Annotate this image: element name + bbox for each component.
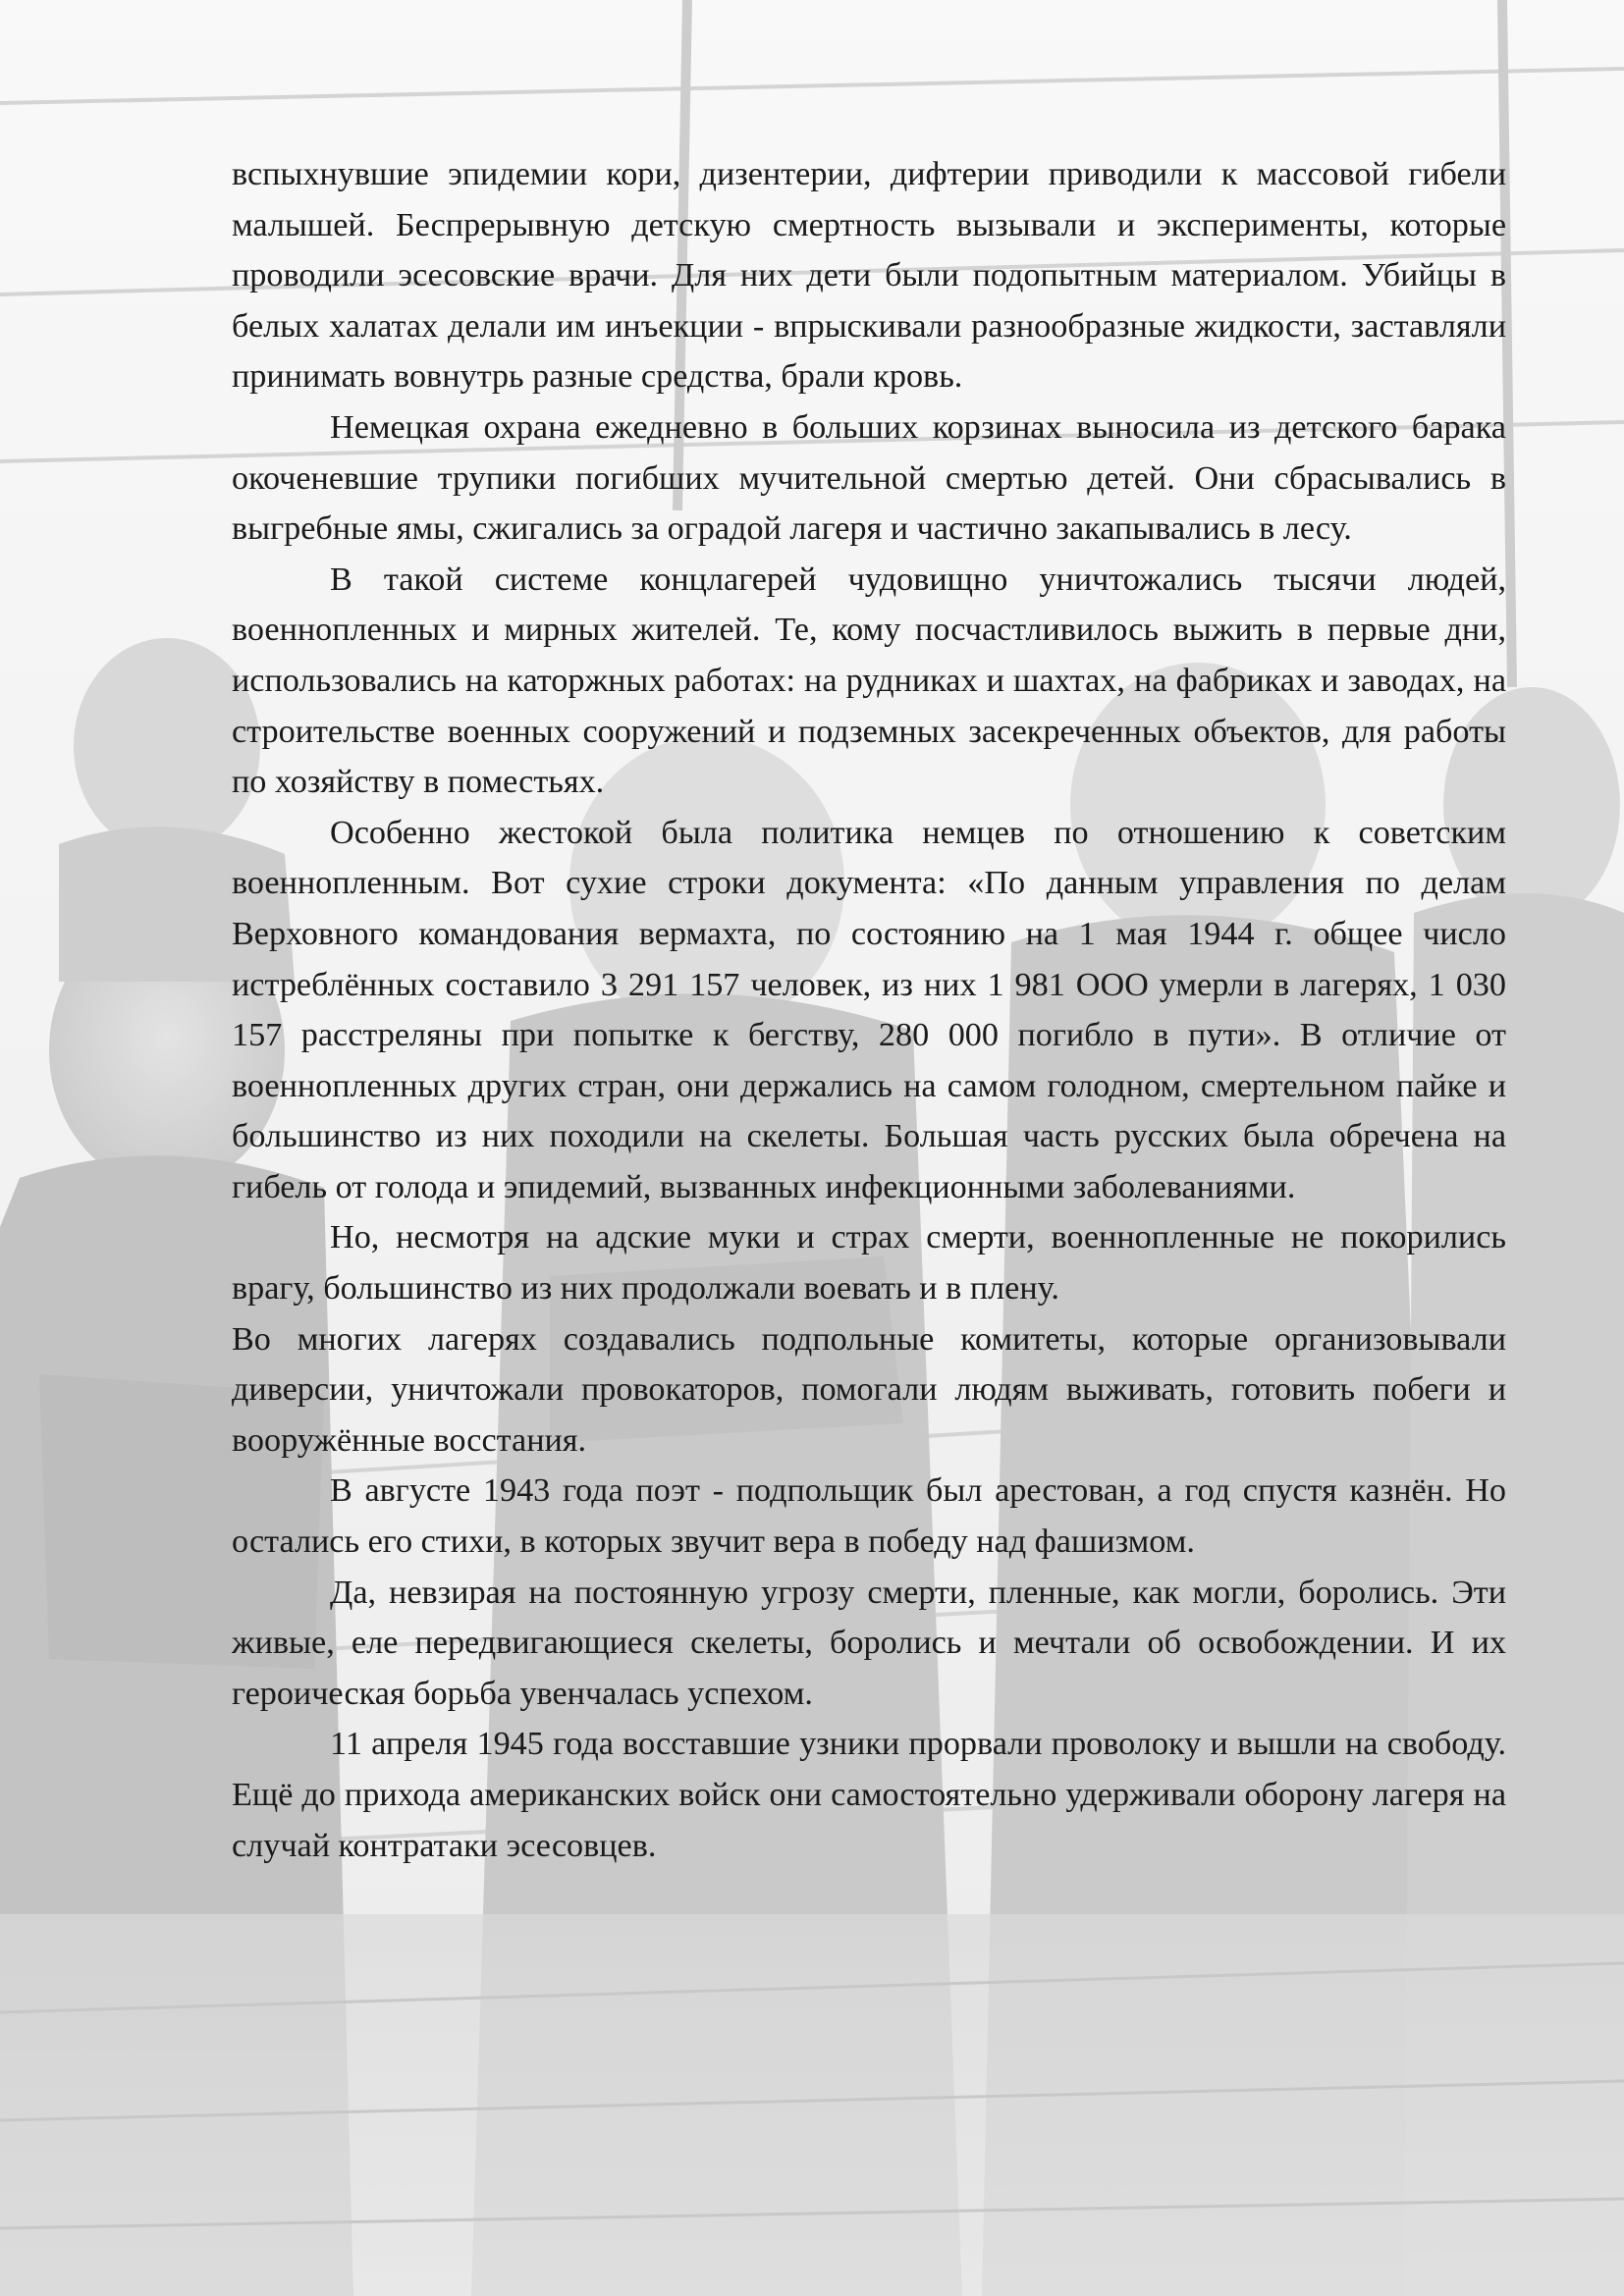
- paragraph: Во многих лагерях создавались подпольные комитеты, которые организовывали диверсии, уничтожали провокаторов, помогали людям выживать, готовить побеги и вооружённые восстания.: [232, 1320, 1506, 1459]
- paragraph: Немецкая охрана ежедневно в больших корзинах выносила из детского барака окоченевшие трупики погибших мучительной смертью детей. Они сбрасывались в выгребные ямы, сжигались за оградой лагеря и частично закапывались в лесу.: [232, 408, 1506, 548]
- paragraph: В августе 1943 года поэт - подпольщик был арестован, а год спустя казнён. Но остались его стихи, в которых звучит вера в победу над фашизмом.: [232, 1472, 1506, 1561]
- paragraph: В такой системе концлагерей чудовищно уничтожались тысячи людей, военнопленных и мирных жителей. Те, кому посчастливилось выжить в первые дни, использовались на каторжных работах: на рудниках и шахтах, на фабриках и заводах, на строительстве военных сооружений и подземных засекреченных объектов, для работы по хозяйству в поместьях.: [232, 561, 1506, 801]
- paragraph: вспыхнувшие эпидемии кори, дизентерии, дифтерии приводили к массовой гибели малышей. Беспрерывную детскую смертность вызывали и эксперименты, которые проводили эсесовские врачи. Для них дети были подопытным материалом. Убийцы в белых халатах делали им инъекции - впрыскивали разнообразные жидкости, заставляли принимать вовнутрь разные средства, брали кровь.: [232, 156, 1506, 396]
- paragraph: Особенно жестокой была политика немцев по отношению к советским военнопленным. Вот сухие строки документа: «По данным управления по делам Верховного командования вермахта, по состоянию на 1 мая 1944 г. общее число истреблённых составило 3 291 157 человек, из них 1 981 ООО умерли в лагерях, 1 030 157 расстреляны при попытке к бегству, 280 000 погибло в пути». В отличие от военнопленных других стран, они держались на самом голодном, смертельном пайке и большинство из них походили на скелеты. Большая часть русских была обречена на гибель от голода и эпидемий, вызванных инфекционными заболеваниями.: [232, 814, 1506, 1205]
- document-body: [232, 149, 1506, 1871]
- paragraph: 11 апреля 1945 года восставшие узники прорвали проволоку и вышли на свободу. Ещё до прихода американских войск они самостоятельно удерживали оборону лагеря на случай контратаки эсесовцев.: [232, 1726, 1506, 1864]
- paragraph: Но, несмотря на адские муки и страх смерти, военнопленные не покорились врагу, большинство из них продолжали воевать и в плену.: [232, 1219, 1506, 1308]
- paragraph: Да, невзирая на постоянную угрозу смерти, пленные, как могли, боролись. Эти живые, еле передвигающиеся скелеты, боролись и мечтали об освобождении. И их героическая борьба увенчалась успехом.: [232, 1574, 1506, 1712]
